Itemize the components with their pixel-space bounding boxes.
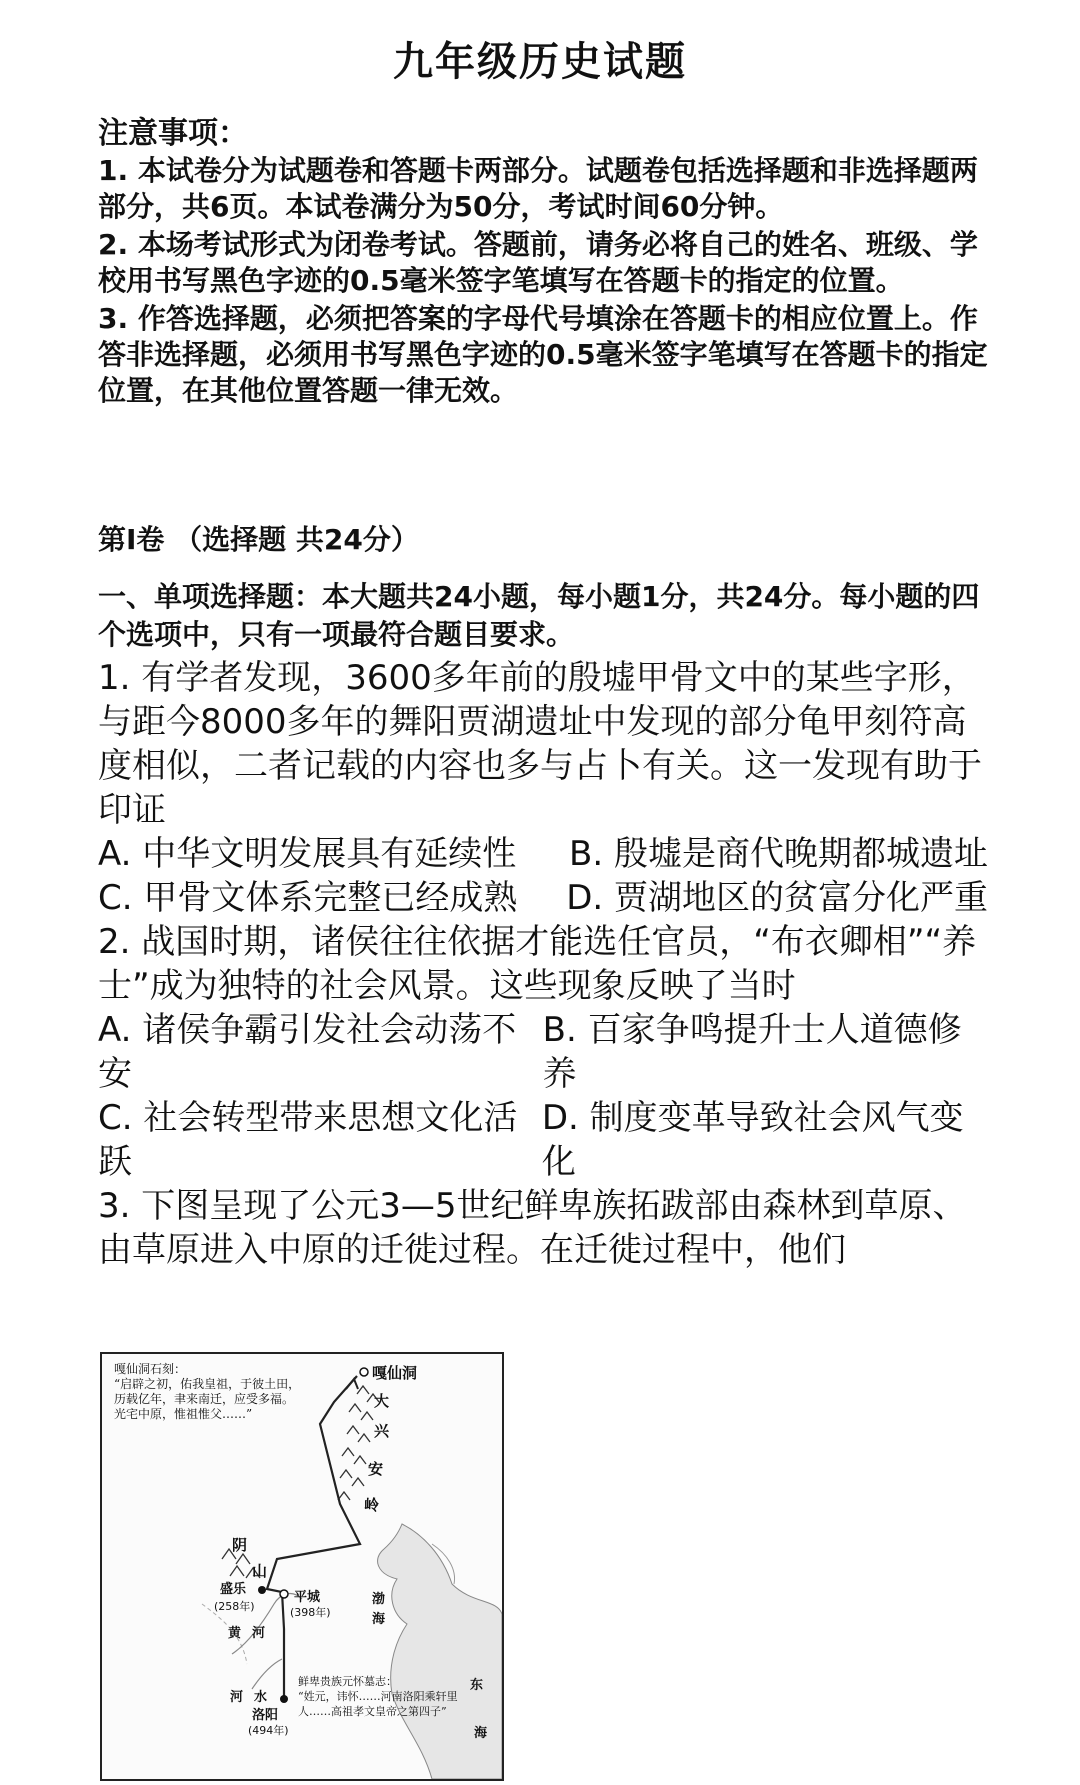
notice-item: 3. 作答选择题，必须把答案的字母代号填涂在答题卡的相应位置上。作答非选择题，必须用书写黑色字迹的0.5毫米签字笔填写在答题卡的指定位置，在其他位置答题一律无效。 xyxy=(98,302,988,407)
label-yinshan: 阴 xyxy=(232,1536,248,1554)
section-heading: 第Ⅰ卷 （选择题 共24分） xyxy=(98,523,419,556)
option-b[interactable]: B. 百家争鸣提升士人道德修养 xyxy=(542,1010,962,1094)
label-donghai: 海 xyxy=(474,1726,488,1741)
option-d[interactable]: D. 制度变革导致社会风气变化 xyxy=(541,1098,964,1182)
option-row xyxy=(98,1008,988,1096)
question-stem: 1. 有学者发现，3600多年前的殷墟甲骨文中的某些字形，与距今8000多年的舞阳贾湖遗址中发现的部分龟甲刻符高度相似，二者记载的内容也多与占卜有关。这一发现有助于印证 xyxy=(98,658,982,830)
label-gaxian: 嘎仙洞 xyxy=(372,1364,418,1382)
option-row xyxy=(98,876,988,920)
option-row xyxy=(98,1096,988,1184)
questions xyxy=(98,656,988,1272)
inscription-yuanhuai: 鲜卑贵族元怀墓志： “姓元，讳怀……河南洛阳乘轩里人……高祖孝文皇帝之第四子” xyxy=(298,1675,458,1718)
label-shengle: 盛乐 xyxy=(220,1582,247,1597)
label-luoyang: 洛阳 xyxy=(252,1708,279,1723)
migration-route xyxy=(267,1376,360,1699)
question-stem: 3. 下图呈现了公元3—5世纪鲜卑族拓跋部由森林到草原、由草原进入中原的迁徙过程。在迁徙过程中，他们 xyxy=(98,1186,967,1270)
label-bohai: 渤 xyxy=(372,1592,386,1607)
option-row xyxy=(98,832,988,876)
part-instructions: 一、单项选择题：本大题共24小题，每小题1分，共24分。每小题的四个选项中，只有一项最符合题目要求。 xyxy=(98,580,980,651)
option-c[interactable]: C. 甲骨文体系完整已经成熟 xyxy=(98,878,518,918)
notice-heading: 注意事项： xyxy=(98,116,248,151)
option-a[interactable]: A. 中华文明发展具有延续性 xyxy=(98,834,517,874)
label-donghai: 东 xyxy=(470,1678,484,1693)
option-b[interactable]: B. 殷墟是商代晚期都城遗址 xyxy=(569,834,988,874)
label-yinshan: 山 xyxy=(252,1562,268,1580)
label-heshui: 水 xyxy=(254,1690,268,1705)
label-pingcheng: 平城 xyxy=(294,1590,321,1605)
label-heshui: 河 xyxy=(230,1690,244,1705)
label-luoyang-year: (494年) xyxy=(248,1724,289,1737)
notice-item: 2. 本场考试形式为闭卷考试。答题前，请务必将自己的姓名、班级、学校用书写黑色字迹的0.5毫米签字笔填写在答题卡的指定的位置。 xyxy=(98,228,978,297)
page-title: 九年级历史试题 xyxy=(393,39,687,85)
option-d[interactable]: D. 贾湖地区的贫富分化严重 xyxy=(566,878,988,918)
daxinganling-mountains xyxy=(338,1386,379,1500)
label-huanghe: 河 xyxy=(252,1626,266,1641)
notice-item: 1. 本试卷分为试题卷和答题卡两部分。试题卷包括选择题和非选择题两部分，共6页。本试卷满分为50分，考试时间60分钟。 xyxy=(98,154,978,223)
label-huanghe: 黄 xyxy=(228,1626,242,1641)
label-daxinganling: 兴 xyxy=(374,1422,390,1440)
inscription-gaxian: 嘎仙洞石刻： “启辟之初，佑我皇祖，于彼土田，历载亿年，聿来南迁，应受多福。光宅中原，惟祖惟父……” xyxy=(114,1362,301,1421)
label-daxinganling: 安 xyxy=(368,1460,384,1478)
label-daxinganling: 大 xyxy=(374,1392,390,1410)
label-pingcheng-year: (398年) xyxy=(290,1606,331,1619)
label-daxinganling: 岭 xyxy=(364,1496,380,1514)
migration-map xyxy=(100,1352,504,1781)
option-a[interactable]: A. 诸侯争霸引发社会动荡不安 xyxy=(98,1010,517,1094)
question-stem: 2. 战国时期，诸侯往往依据才能选任官员，“布衣卿相”“养士”成为独特的社会风景。这些现象反映了当时 xyxy=(98,922,977,1006)
option-c[interactable]: C. 社会转型带来思想文化活跃 xyxy=(98,1098,518,1182)
label-shengle-year: (258年) xyxy=(214,1600,255,1613)
label-bohai: 海 xyxy=(372,1612,386,1627)
notice-list xyxy=(98,153,988,411)
